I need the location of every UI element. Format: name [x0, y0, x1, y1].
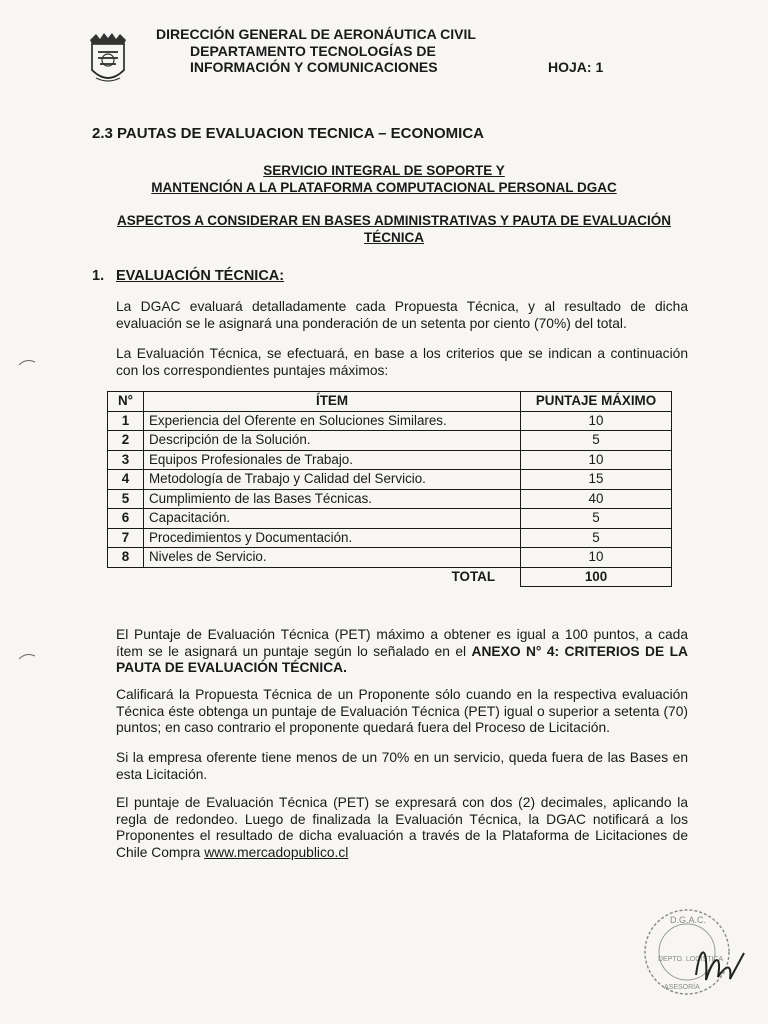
svg-text:DEPTO. LOGÍSTICA: DEPTO. LOGÍSTICA — [658, 956, 724, 963]
paragraph-threshold: Si la empresa oferente tiene menos de un 70% en un servicio, queda fuera de las Bases en esta Licitación. — [116, 750, 688, 782]
row-points: 10 — [521, 548, 672, 568]
service-title-line-2: MANTENCIÓN A LA PLATAFORMA COMPUTACIONAL PERSONAL DGAC — [151, 180, 617, 195]
heading-number: 1. — [92, 268, 105, 284]
table-header-row — [108, 392, 672, 412]
table-row — [108, 411, 672, 431]
aspects-title-line-1: ASPECTOS A CONSIDERAR EN BASES ADMINISTRATIVAS Y PAUTA DE EVALUACIÓN — [116, 213, 672, 228]
mercadopublico-link[interactable]: www.mercadopublico.cl — [204, 844, 349, 860]
pet-max-text: El Puntaje de Evaluación Técnica (PET) máximo a obtener es igual a 100 puntos, a cada ítem se le asignará un puntaje según lo señalado en el — [116, 627, 688, 659]
row-number: 5 — [108, 489, 144, 509]
row-points: 15 — [521, 470, 672, 490]
table-row — [108, 470, 672, 490]
heading-evaluacion-tecnica: EVALUACIÓN TÉCNICA: — [116, 268, 285, 284]
row-number: 8 — [108, 548, 144, 568]
svg-text:ASESORÍA: ASESORÍA — [664, 984, 700, 991]
paragraph-criteria-intro: La Evaluación Técnica, se efectuará, en base a los criterios que se indican a continuación con los correspondientes puntajes máximos: — [116, 346, 688, 378]
row-number: 4 — [108, 470, 144, 490]
col-header-number: N° — [108, 392, 144, 412]
row-number: 7 — [108, 528, 144, 548]
rounding-text: El puntaje de Evaluación Técnica (PET) se expresará con dos (2) decimales, aplicando la regla de redondeo. Luego de finalizada la Evaluación Técnica, la DGAC notificará a los Proponentes el resultado de dicha evaluación a través de la Plataforma de Licitaciones de Chile Compra — [116, 795, 688, 860]
table-row — [108, 548, 672, 568]
table-row — [108, 450, 672, 470]
table-row — [108, 431, 672, 451]
col-header-item: ÍTEM — [144, 392, 521, 412]
department-line: DEPARTAMENTO TECNOLOGÍAS DE — [190, 43, 436, 59]
table-row — [108, 528, 672, 548]
row-item: Descripción de la Solución. — [144, 431, 521, 451]
paragraph-qualification: Calificará la Propuesta Técnica de un Proponente sólo cuando en la respectiva evaluación Técnica éste obtenga un puntaje de Evaluación Técnica (PET) igual o superior a setenta (70) puntos; en caso contrario el proponente quedará fuera del Proceso de Licitación. — [116, 687, 688, 735]
section-title: 2.3 PAUTAS DE EVALUACION TECNICA – ECONOMICA — [92, 125, 484, 142]
total-value: 100 — [521, 567, 672, 587]
row-number: 3 — [108, 450, 144, 470]
row-item: Experiencia del Oferente en Soluciones Similares. — [144, 411, 521, 431]
aspects-title — [0, 212, 768, 246]
table-total-row — [108, 567, 672, 587]
row-item: Capacitación. — [144, 509, 521, 529]
row-item: Niveles de Servicio. — [144, 548, 521, 568]
row-points: 40 — [521, 489, 672, 509]
paragraph-pet-max — [116, 627, 688, 677]
svg-text:D.G.A.C.: D.G.A.C. — [670, 915, 707, 925]
scan-mark — [18, 652, 36, 660]
row-item: Equipos Profesionales de Trabajo. — [144, 450, 521, 470]
row-item: Procedimientos y Documentación. — [144, 528, 521, 548]
row-number: 6 — [108, 509, 144, 529]
aspects-title-line-2: TÉCNICA — [364, 230, 424, 245]
paragraph-weighting: La DGAC evaluará detalladamente cada Propuesta Técnica, y al resultado de dicha evaluación se le asignará una ponderación de un setenta por ciento (70%) del total. — [116, 299, 688, 331]
row-points: 5 — [521, 431, 672, 451]
annex-reference: ANEXO N° 4: CRITERIOS DE LA PAUTA DE EVALUACIÓN TÉCNICA. — [116, 643, 688, 675]
service-title — [0, 162, 768, 196]
criteria-table — [107, 391, 672, 587]
row-points: 5 — [521, 528, 672, 548]
row-item: Metodología de Trabajo y Calidad del Servicio. — [144, 470, 521, 490]
row-number: 2 — [108, 431, 144, 451]
sheet-number: HOJA: 1 — [548, 59, 604, 75]
row-points: 10 — [521, 450, 672, 470]
table-row — [108, 509, 672, 529]
handwritten-signature — [688, 935, 748, 990]
row-points: 10 — [521, 411, 672, 431]
dgac-crest-logo — [86, 30, 130, 88]
row-points: 5 — [521, 509, 672, 529]
service-title-line-1: SERVICIO INTEGRAL DE SOPORTE Y — [263, 163, 505, 178]
col-header-max-score: PUNTAJE MÁXIMO — [521, 392, 672, 412]
row-item: Cumplimiento de las Bases Técnicas. — [144, 489, 521, 509]
org-name: DIRECCIÓN GENERAL DE AERONÁUTICA CIVIL — [156, 26, 476, 42]
row-number: 1 — [108, 411, 144, 431]
total-label: TOTAL — [451, 569, 495, 584]
department-line-2: INFORMACIÓN Y COMUNICACIONES — [190, 59, 438, 75]
table-row — [108, 489, 672, 509]
scan-mark — [18, 358, 36, 366]
paragraph-rounding — [116, 795, 688, 861]
